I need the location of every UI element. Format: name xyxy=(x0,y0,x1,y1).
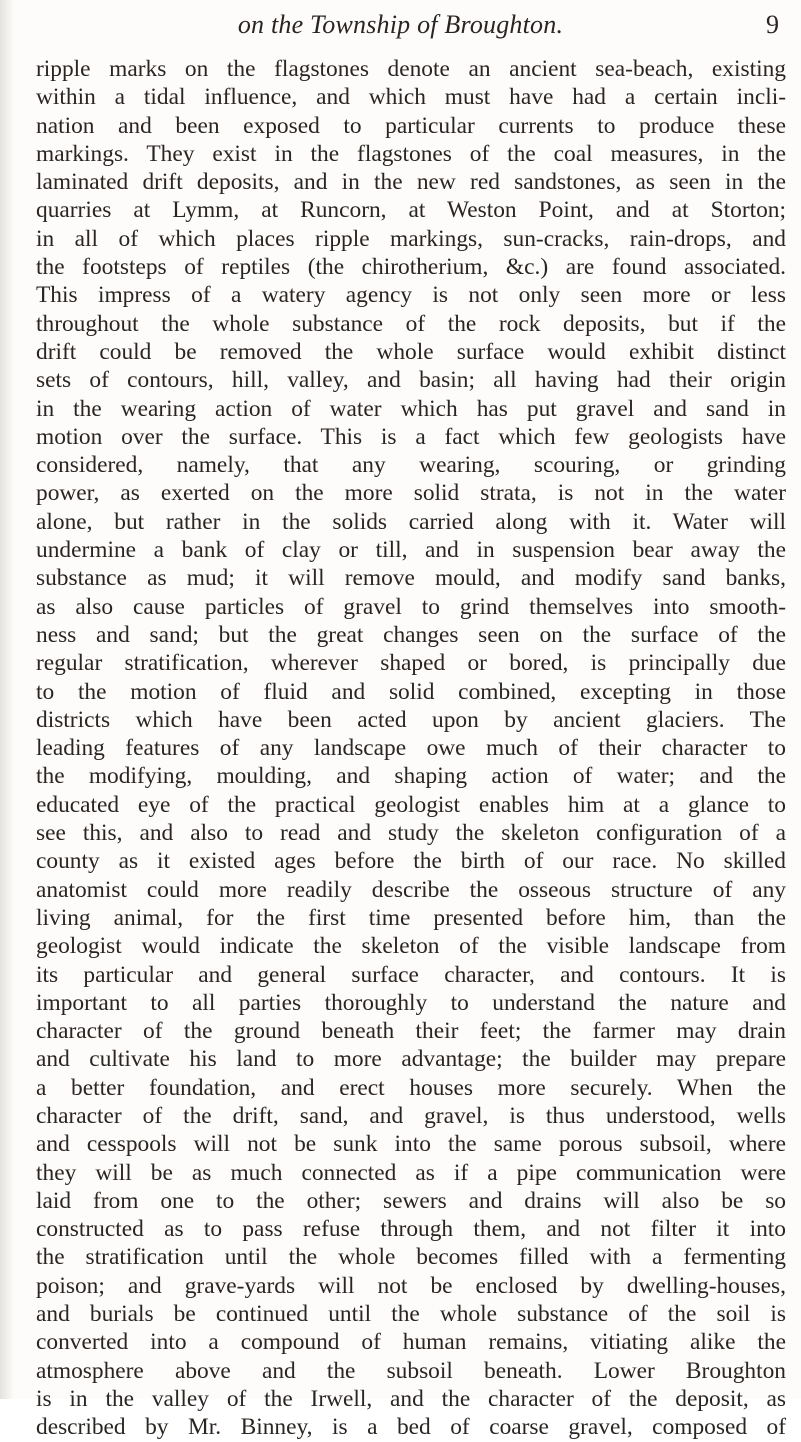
text-line: as also cause particles of gravel to grind themselves into smooth- xyxy=(36,593,786,620)
text-line: they will be as much connected as if a pipe communication were xyxy=(36,1159,786,1186)
text-line: regular stratification, wherever shaped or bored, is principally due xyxy=(36,650,786,677)
text-line: alone, but rather in the solids carried along with it. Water will xyxy=(36,508,786,535)
text-line: converted into a compound of human remains, vitiating alike the xyxy=(36,1329,786,1356)
text-line: districts which have been acted upon by ancient glaciers. The xyxy=(36,706,786,733)
text-line: to the motion of fluid and solid combined, excepting in those xyxy=(36,678,786,705)
page-gutter xyxy=(0,0,14,1399)
text-line: motion over the surface. This is a fact which few geologists have xyxy=(36,423,786,450)
text-line: atmosphere above and the subsoil beneath. Lower Broughton xyxy=(36,1357,786,1384)
text-line: This impress of a watery agency is not only seen more or less xyxy=(36,282,786,309)
text-line: drift could be removed the whole surface would exhibit distinct xyxy=(36,338,786,365)
text-line: considered, namely, that any wearing, scouring, or grinding xyxy=(36,452,786,479)
text-line: living animal, for the first time presented before him, than the xyxy=(36,904,786,931)
text-line: a better foundation, and erect houses more securely. When the xyxy=(36,1074,786,1101)
text-line: anatomist could more readily describe the osseous structure of any xyxy=(36,876,786,903)
text-line: in all of which places ripple markings, sun-cracks, rain-drops, and xyxy=(36,225,786,252)
text-line: geologist would indicate the skeleton of the visible landscape from xyxy=(36,933,786,960)
text-line: laminated drift deposits, and in the new red sandstones, as seen in the xyxy=(36,169,786,196)
text-line: educated eye of the practical geologist enables him at a glance to xyxy=(36,791,786,818)
text-line: is in the valley of the Irwell, and the character of the deposit, as xyxy=(36,1385,786,1412)
text-line: the footsteps of reptiles (the chirotherium, &c.) are found associated. xyxy=(36,254,786,281)
text-line: constructed as to pass refuse through them, and not filter it into xyxy=(36,1216,786,1243)
text-line: within a tidal influence, and which must have had a certain incli- xyxy=(36,84,786,111)
text-line: county as it existed ages before the birth of our race. No skilled xyxy=(36,848,786,875)
text-line: quarries at Lymm, at Runcorn, at Weston Point, and at Storton; xyxy=(36,197,786,224)
text-line: ness and sand; but the great changes seen on the surface of the xyxy=(36,621,786,648)
text-line: the stratification until the whole becomes filled with a fermenting xyxy=(36,1244,786,1271)
running-title: on the Township of Broughton. xyxy=(237,10,564,39)
text-line: laid from one to the other; sewers and drains will also be so xyxy=(36,1187,786,1214)
body-paragraph xyxy=(36,55,786,1442)
text-line: markings. They exist in the flagstones of the coal measures, in the xyxy=(36,140,786,167)
page-header xyxy=(0,4,801,44)
text-line: sets of contours, hill, valley, and basin; all having had their origin xyxy=(36,367,786,394)
text-line: character of the drift, sand, and gravel, is thus understood, wells xyxy=(36,1102,786,1129)
text-line: see this, and also to read and study the skeleton configuration of a xyxy=(36,820,786,847)
text-line: throughout the whole substance of the rock deposits, but if the xyxy=(36,310,786,337)
text-line: power, as exerted on the more solid strata, is not in the water xyxy=(36,480,786,507)
text-line: leading features of any landscape owe much of their character to xyxy=(36,735,786,762)
text-line: and cesspools will not be sunk into the same porous subsoil, where xyxy=(36,1131,786,1158)
text-line: the modifying, moulding, and shaping action of water; and the xyxy=(36,763,786,790)
text-line: and burials be continued until the whole substance of the soil is xyxy=(36,1301,786,1328)
text-line: important to all parties thoroughly to understand the nature and xyxy=(36,989,786,1016)
text-line: ripple marks on the flagstones denote an ancient sea-beach, existing xyxy=(36,56,786,82)
text-line: in the wearing action of water which has put gravel and sand in xyxy=(36,395,786,422)
text-line: its particular and general surface character, and contours. It is xyxy=(36,961,786,988)
text-line: poison; and grave-yards will not be enclosed by dwelling-houses, xyxy=(36,1272,786,1299)
text-line: and cultivate his land to more advantage; the builder may prepare xyxy=(36,1046,786,1073)
page-number: 9 xyxy=(766,10,779,39)
text-line: character of the ground beneath their feet; the farmer may drain xyxy=(36,1018,786,1045)
text-line: undermine a bank of clay or till, and in suspension bear away the xyxy=(36,537,786,564)
text-line: described by Mr. Binney, is a bed of coarse gravel, composed of xyxy=(36,1414,786,1441)
text-line: nation and been exposed to particular currents to produce these xyxy=(36,112,786,139)
text-line: substance as mud; it will remove mould, and modify sand banks, xyxy=(36,565,786,592)
